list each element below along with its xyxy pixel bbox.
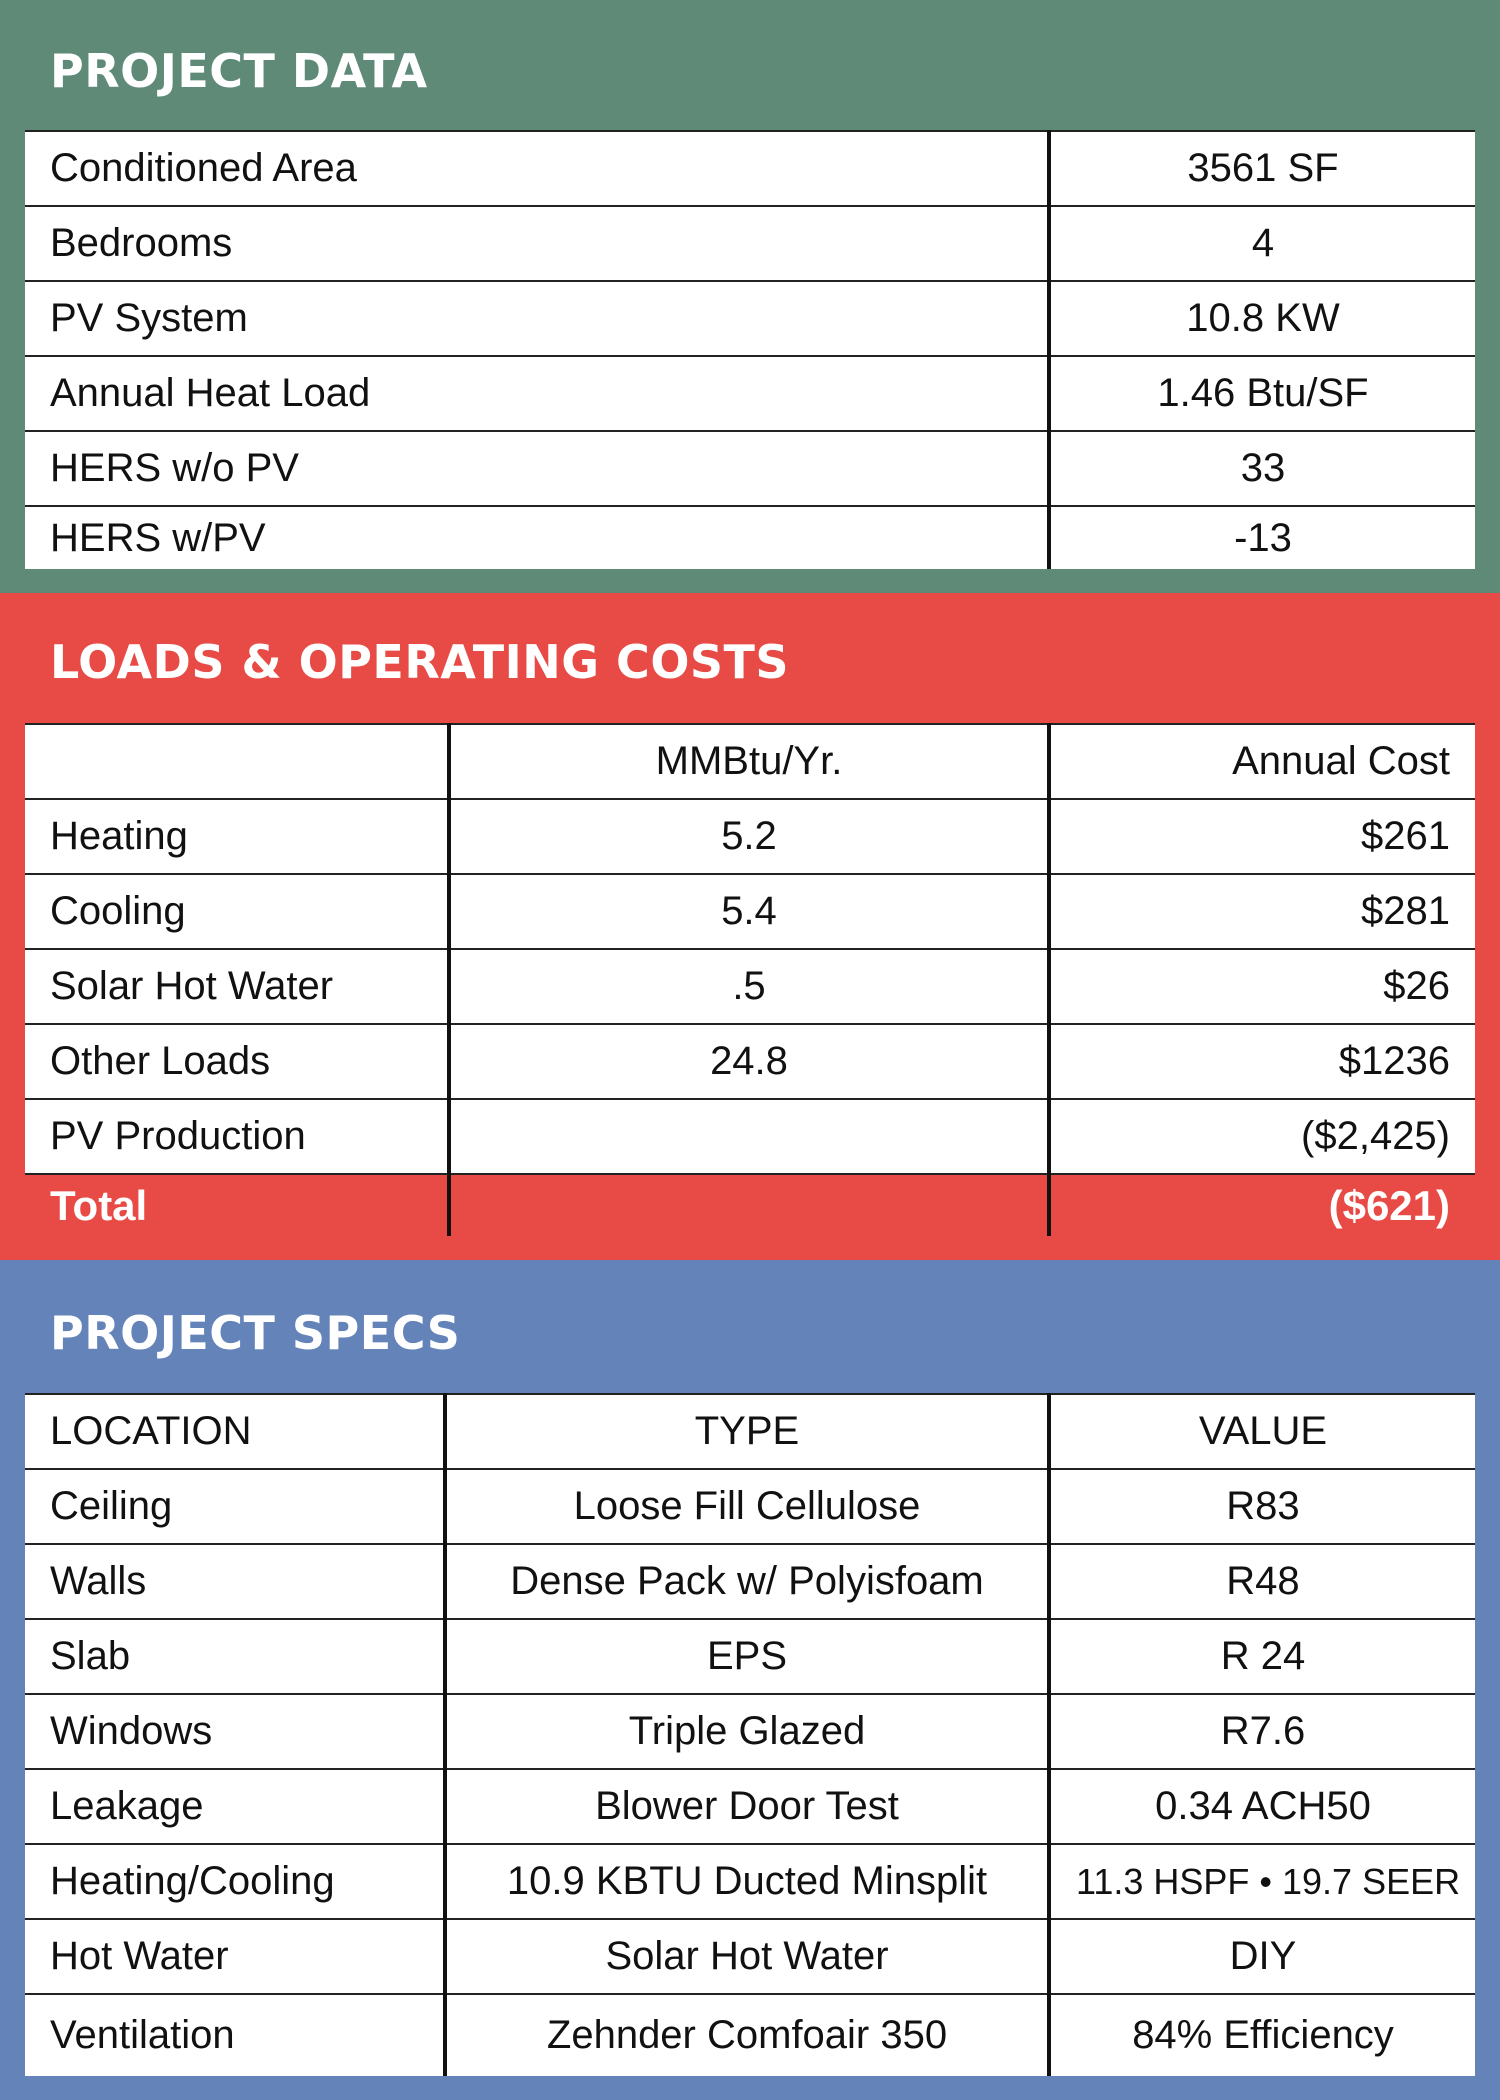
table-row bbox=[25, 1844, 1475, 1919]
table-header-row bbox=[25, 1394, 1475, 1469]
total-cost: ($621) bbox=[1049, 1174, 1475, 1236]
table-row bbox=[25, 506, 1475, 569]
row-value: R48 bbox=[1049, 1544, 1475, 1619]
specs-table bbox=[25, 1393, 1475, 2076]
row-value: R7.6 bbox=[1049, 1694, 1475, 1769]
row-value: DIY bbox=[1049, 1919, 1475, 1994]
table-row bbox=[25, 799, 1475, 874]
row-label: PV Production bbox=[25, 1099, 449, 1174]
specs-section bbox=[0, 1260, 1500, 2100]
row-value: 33 bbox=[1049, 431, 1475, 506]
row-cost: $1236 bbox=[1049, 1024, 1475, 1099]
column-header: LOCATION bbox=[25, 1394, 445, 1469]
table-row bbox=[25, 1769, 1475, 1844]
row-label: HERS w/PV bbox=[25, 506, 1049, 569]
row-value: -13 bbox=[1049, 506, 1475, 569]
loads-title: LOADS & OPERATING COSTS bbox=[50, 635, 790, 689]
row-label: PV System bbox=[25, 281, 1049, 356]
total-label: Total bbox=[25, 1174, 449, 1236]
row-label: Solar Hot Water bbox=[25, 949, 449, 1024]
row-location: Walls bbox=[25, 1544, 445, 1619]
table-row bbox=[25, 874, 1475, 949]
table-row bbox=[25, 281, 1475, 356]
row-cost: $261 bbox=[1049, 799, 1475, 874]
row-type: Solar Hot Water bbox=[445, 1919, 1049, 1994]
table-row bbox=[25, 1024, 1475, 1099]
total-mmbtu bbox=[449, 1174, 1049, 1236]
row-location: Ceiling bbox=[25, 1469, 445, 1544]
row-type: Dense Pack w/ Polyisfoam bbox=[445, 1544, 1049, 1619]
table-row bbox=[25, 131, 1475, 206]
row-label: Bedrooms bbox=[25, 206, 1049, 281]
loads-table bbox=[25, 723, 1475, 1236]
row-value: 4 bbox=[1049, 206, 1475, 281]
row-type: Triple Glazed bbox=[445, 1694, 1049, 1769]
table-row bbox=[25, 1919, 1475, 1994]
row-label: Other Loads bbox=[25, 1024, 449, 1099]
row-label: HERS w/o PV bbox=[25, 431, 1049, 506]
row-cost: $281 bbox=[1049, 874, 1475, 949]
row-value: 11.3 HSPF • 19.7 SEER bbox=[1049, 1844, 1475, 1919]
row-type: Loose Fill Cellulose bbox=[445, 1469, 1049, 1544]
column-header: TYPE bbox=[445, 1394, 1049, 1469]
row-location: Windows bbox=[25, 1694, 445, 1769]
row-location: Slab bbox=[25, 1619, 445, 1694]
table-row bbox=[25, 1469, 1475, 1544]
table-row bbox=[25, 1099, 1475, 1174]
row-cost: ($2,425) bbox=[1049, 1099, 1475, 1174]
project-data-section bbox=[0, 0, 1500, 593]
table-row bbox=[25, 1994, 1475, 2076]
table-row bbox=[25, 206, 1475, 281]
row-mmbtu bbox=[449, 1099, 1049, 1174]
row-value: 10.8 KW bbox=[1049, 281, 1475, 356]
row-mmbtu: 24.8 bbox=[449, 1024, 1049, 1099]
total-row bbox=[25, 1174, 1475, 1236]
row-type: Zehnder Comfoair 350 bbox=[445, 1994, 1049, 2076]
row-value: R 24 bbox=[1049, 1619, 1475, 1694]
table-row bbox=[25, 1544, 1475, 1619]
row-value: 0.34 ACH50 bbox=[1049, 1769, 1475, 1844]
table-row bbox=[25, 949, 1475, 1024]
row-location: Ventilation bbox=[25, 1994, 445, 2076]
row-location: Hot Water bbox=[25, 1919, 445, 1994]
row-label: Cooling bbox=[25, 874, 449, 949]
row-mmbtu: .5 bbox=[449, 949, 1049, 1024]
row-mmbtu: 5.2 bbox=[449, 799, 1049, 874]
table-row bbox=[25, 356, 1475, 431]
row-value: 3561 SF bbox=[1049, 131, 1475, 206]
specs-title: PROJECT SPECS bbox=[50, 1306, 461, 1360]
column-header: MMBtu/Yr. bbox=[449, 724, 1049, 799]
row-label: Annual Heat Load bbox=[25, 356, 1049, 431]
column-header: Annual Cost bbox=[1049, 724, 1475, 799]
row-label: Conditioned Area bbox=[25, 131, 1049, 206]
row-type: Blower Door Test bbox=[445, 1769, 1049, 1844]
row-mmbtu: 5.4 bbox=[449, 874, 1049, 949]
row-location: Heating/Cooling bbox=[25, 1844, 445, 1919]
loads-section bbox=[0, 593, 1500, 1260]
table-header-row bbox=[25, 724, 1475, 799]
row-location: Leakage bbox=[25, 1769, 445, 1844]
row-type: 10.9 KBTU Ducted Minsplit bbox=[445, 1844, 1049, 1919]
row-value: 84% Efficiency bbox=[1049, 1994, 1475, 2076]
table-row bbox=[25, 1619, 1475, 1694]
column-header bbox=[25, 724, 449, 799]
row-value: 1.46 Btu/SF bbox=[1049, 356, 1475, 431]
table-row bbox=[25, 1694, 1475, 1769]
row-cost: $26 bbox=[1049, 949, 1475, 1024]
column-header: VALUE bbox=[1049, 1394, 1475, 1469]
row-type: EPS bbox=[445, 1619, 1049, 1694]
table-row bbox=[25, 431, 1475, 506]
row-value: R83 bbox=[1049, 1469, 1475, 1544]
row-label: Heating bbox=[25, 799, 449, 874]
project-data-table bbox=[25, 130, 1475, 569]
project-data-title: PROJECT DATA bbox=[50, 44, 428, 98]
